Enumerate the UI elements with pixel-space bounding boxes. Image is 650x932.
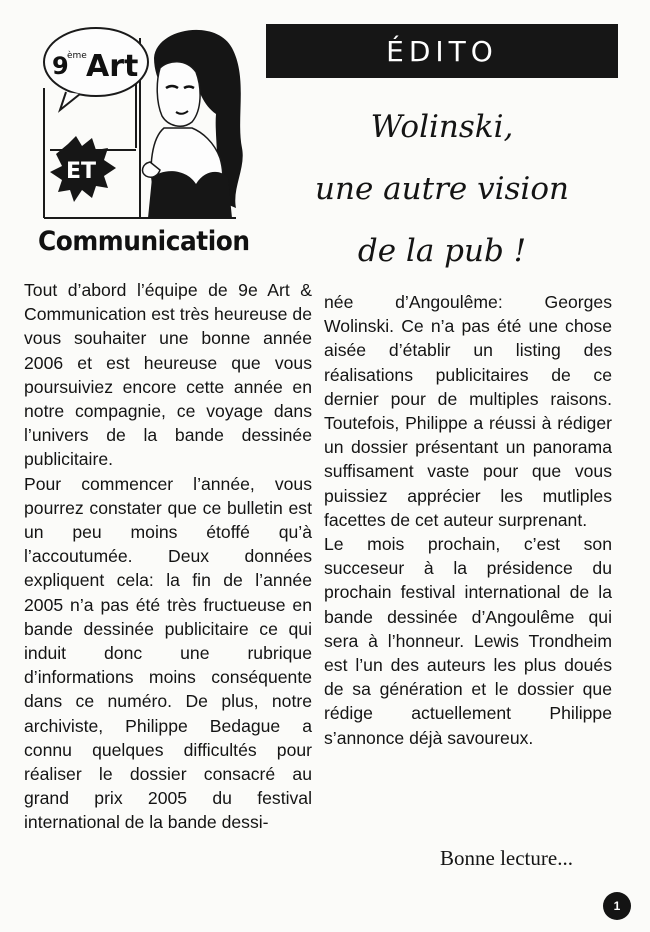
logo-et: ET — [66, 159, 97, 184]
headline-line-2: une autre vision — [315, 171, 569, 207]
headline — [266, 96, 618, 282]
paragraph: Tout d’abord l’équipe de 9e Art & Communication est très heureuse de vous souhaiter une bonne année 2006 et est heureuse que vous poursuiviez encore cette année en notre compagnie, ce voyage dans l’univers de la bande dessinée publicitaire. — [24, 280, 312, 470]
article-column-right — [324, 290, 612, 750]
logo-art-word: Art — [86, 49, 139, 84]
article-column-left — [24, 278, 312, 835]
logo-communication: Communication — [38, 226, 250, 257]
page-number: 1 — [603, 892, 631, 920]
paragraph: Pour commencer l’année, vous pourrez constater que ce bulletin est un peu moins étoffé qu’à l’accoutumée. Deux données expliquent cela: la fin de l’année 2005 n’a pas été très fructueuse en bande dessinée publicitaire ce qui induit donc une rubrique d’informations moins conséquente dans ce numéro. De plus, notre archiviste, Philippe Bedague a connu quelques difficultés pour réaliser le dossier consacré au grand prix 2005 du festival international de la bande dessi- — [24, 473, 312, 833]
dress-shape — [148, 171, 232, 218]
paragraph: Le mois prochain, c’est son succeseur à la présidence du prochain festival international de la bande dessinée d’Angoulême qui sera à l’honneur. Lewis Trondheim est l’un des auteurs les plus doués de sa génération et le dossier que rédige actuellement Philippe s’annonce déjà savoureux. — [324, 534, 612, 748]
headline-line-3: de la pub ! — [357, 233, 527, 269]
comic-woman-illustration — [36, 18, 248, 230]
logo-illustration — [36, 18, 248, 266]
face-shape — [157, 62, 200, 127]
signoff: Bonne lecture... — [440, 846, 573, 870]
paragraph: née d’Angoulême: Georges Wolinski. Ce n’a pas été une chose aisée d’établir un listing des réalisations publicitaires de ce dernier pour de multiples raisons. Toutefois, Philippe a réussi à rédiger un dossier présentant un panorama suffisament vaste pour que vous puissiez apprécier les mutliples facettes de cet auteur surprenant. — [324, 292, 612, 530]
edito-title: ÉDITO — [386, 34, 498, 68]
logo-prefix: 9 — [52, 52, 69, 80]
headline-line-1: Wolinski, — [370, 109, 514, 145]
logo-superscript: ème — [67, 51, 87, 61]
edito-banner — [266, 24, 618, 78]
